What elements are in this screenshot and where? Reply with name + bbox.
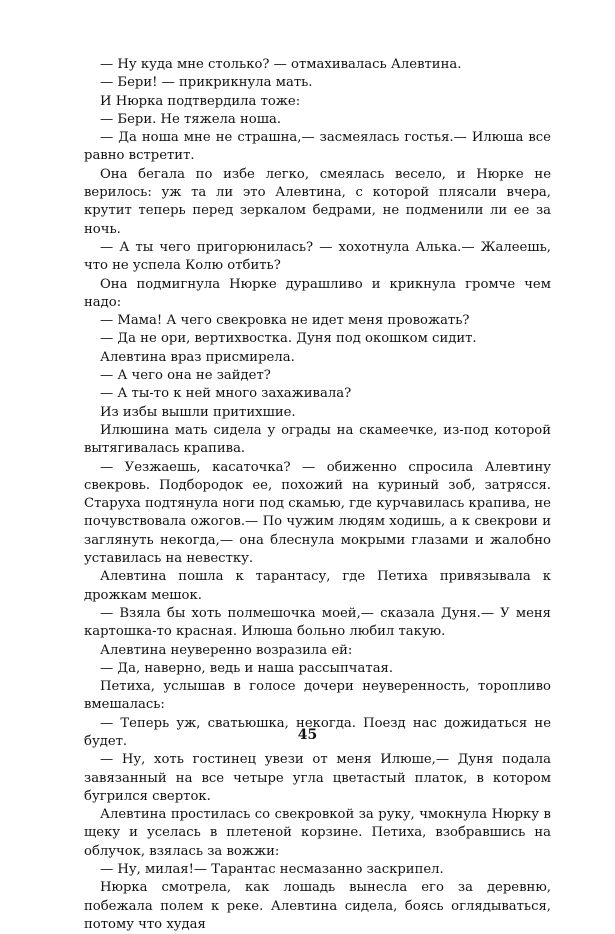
paragraph: Илюшина мать сидела у ограды на скамеечке, из-под которой вытягивалась крапива. — [84, 422, 551, 457]
paragraph: — Взяла бы хоть полмешочка моей,— сказала Дуня.— У меня картошка-то красная. Илюша больно любил такую. — [84, 605, 551, 640]
paragraph: — Бери! — прикрикнула мать. — [100, 75, 313, 91]
page-number: 45 — [297, 727, 318, 743]
paragraph: — Ну, хоть гостинец увези от меня Илюше,— Дуня подала завязанный на все четыре угла цветастый платок, в котором бугрился сверток. — [84, 752, 551, 804]
paragraph: Из избы вышли притихшие. — [100, 404, 296, 420]
paragraph: — Да, наверно, ведь и наша рассыпчатая. — [100, 660, 394, 676]
paragraph: И Нюрка подтвердила тоже: — [100, 93, 301, 109]
paragraph: Она бегала по избе легко, смеялась весело, и Нюрке не верилось: уж та ли это Алевтина, с которой плясали вчера, крутит теперь перед зеркалом бедрами, не подменили ли ее за ночь. — [84, 166, 551, 237]
paragraph: Алевтина простилась со свекровкой за руку, чмокнула Нюрку в щеку и уселась в плетеной корзине. Петиха, взобравшись на облучок, взялась за вожжи: — [84, 807, 551, 859]
paragraph: — Ну, милая!— Тарантас несмазанно заскрипел. — [100, 862, 444, 878]
paragraph: — Да не ори, вертихвостка. Дуня под окошком сидит. — [100, 331, 477, 347]
paragraph: — Ну куда мне столько? — отмахивалась Алевтина. — [100, 57, 462, 72]
paragraph: — А чего она не зайдет? — [100, 368, 271, 384]
paragraph: — Теперь уж, сватьюшка, некогда. Поезд нас дожидаться не будет. — [84, 715, 551, 749]
paragraph: — Уезжаешь, касаточка? — обиженно спросила Алевтину свекровь. Подбородок ее, похожий на куриный зоб, затрясся. Старуха подтянула ноги под скамью, где курчавилась крапива, не почувствовала ожогов.— По чужим людям ходишь, а к свекрови и заглянуть некогда,— она блеснула мокрыми глазами и жалобно уставилась на невестку. — [84, 459, 551, 567]
paragraph: — Да ноша мне не страшна,— засмеялась гостья.— Илюша все равно встретит. — [84, 130, 551, 164]
paragraph: Алевтина враз присмирела. — [100, 349, 295, 365]
paragraph: Она подмигнула Нюрке дурашливо и крикнула громче чем надо: — [84, 276, 551, 310]
paragraph: Нюрка смотрела, как лошадь вынесла его за деревню, побежала полем к реке. Алевтина сидела, боясь оглядываться, потому что худая — [84, 880, 551, 932]
paragraph: Петиха, услышав в голосе дочери неуверенность, торопливо вмешалась: — [84, 679, 551, 713]
paragraph: — Мама! А чего свекровка не идет меня провожать? — [100, 313, 470, 329]
paragraph: Алевтина пошла к тарантасу, где Петиха привязывала к дрожкам мешок. — [84, 569, 551, 603]
paragraph: — А ты чего пригорюнилась? — хохотнула Алька.— Жалеешь, что не успела Колю отбить? — [84, 239, 551, 274]
paragraph: — Бери. Не тяжела ноша. — [100, 111, 282, 127]
paragraph: Алевтина неуверенно возразила ей: — [100, 642, 353, 658]
paragraph: — А ты-то к ней много захаживала? — [100, 386, 352, 402]
text-block — [84, 56, 551, 934]
